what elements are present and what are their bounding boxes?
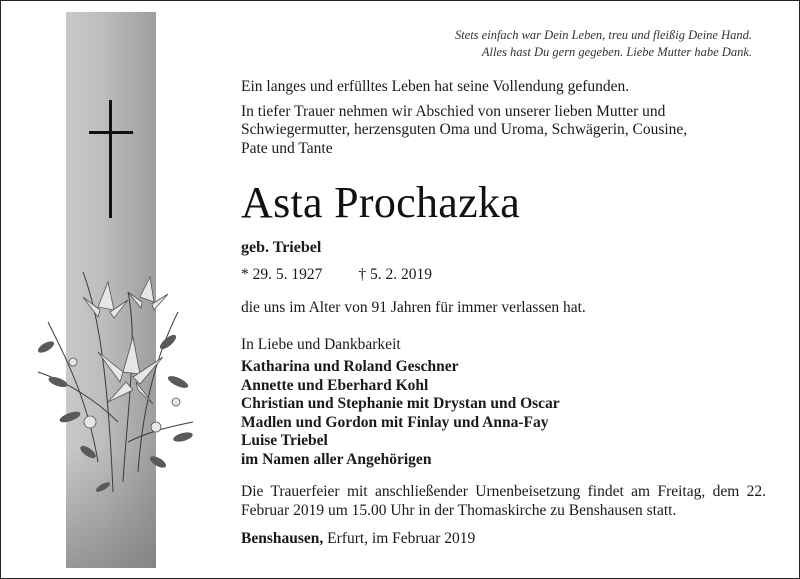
mourner-name: Katharina und Roland Geschner <box>241 358 459 375</box>
funeral-info: Die Trauerfeier mit anschließender Urnenbeisetzung findet am Freitag, dem 22. Februar 2019 um 15.00 Uhr in der Thomaskirche zu Benshausen statt. <box>241 483 766 519</box>
mourning-intro: In Liebe und Dankbarkeit <box>241 335 401 353</box>
mourner-name: Madlen und Gordon mit Finlay und Anna-Fay <box>241 413 549 431</box>
motto <box>455 27 752 61</box>
mourner-name: Luise Triebel <box>241 432 328 449</box>
place-name: Benshausen, <box>241 530 324 547</box>
intro-line-2: In tiefer Trauer nehmen wir Abschied von unserer lieben Mutter und <box>241 102 666 120</box>
place-date-rest: Erfurt, im Februar 2019 <box>327 530 476 547</box>
life-dates <box>241 265 766 285</box>
place-date <box>241 530 766 549</box>
mourner-name: Annette und Eberhard Kohl <box>241 376 429 394</box>
age-text: die uns im Alter von 91 Jahren für immer verlassen hat. <box>241 299 586 316</box>
deceased-name: Asta Prochazka <box>241 178 521 227</box>
motto-line-1: Stets einfach war Dein Leben, treu und fleißig Deine Hand. <box>454 28 752 42</box>
mourners-list <box>241 358 766 469</box>
birth-name: geb. Triebel <box>241 239 322 256</box>
birth-date: * 29. 5. 1927 <box>241 266 323 283</box>
death-date: † 5. 2. 2019 <box>358 266 432 283</box>
lily-bouquet-icon <box>28 252 198 502</box>
intro-line-3: Schwiegermutter, herzensguten Oma und Uroma, Schwägerin, Cousine, <box>241 121 688 138</box>
mourner-name: Christian und Stephanie mit Drystan und Oscar <box>241 395 560 412</box>
motto-line-2: Alles hast Du gern gegeben. Liebe Mutter habe Dank. <box>481 45 752 59</box>
intro-line-4: Pate und Tante <box>241 139 333 157</box>
mourner-name: im Namen aller Angehörigen <box>241 450 432 468</box>
cross-icon <box>89 100 133 218</box>
notice-content <box>241 78 766 549</box>
intro-line-1: Ein langes und erfülltes Leben hat seine Vollendung gefunden. <box>241 78 630 95</box>
